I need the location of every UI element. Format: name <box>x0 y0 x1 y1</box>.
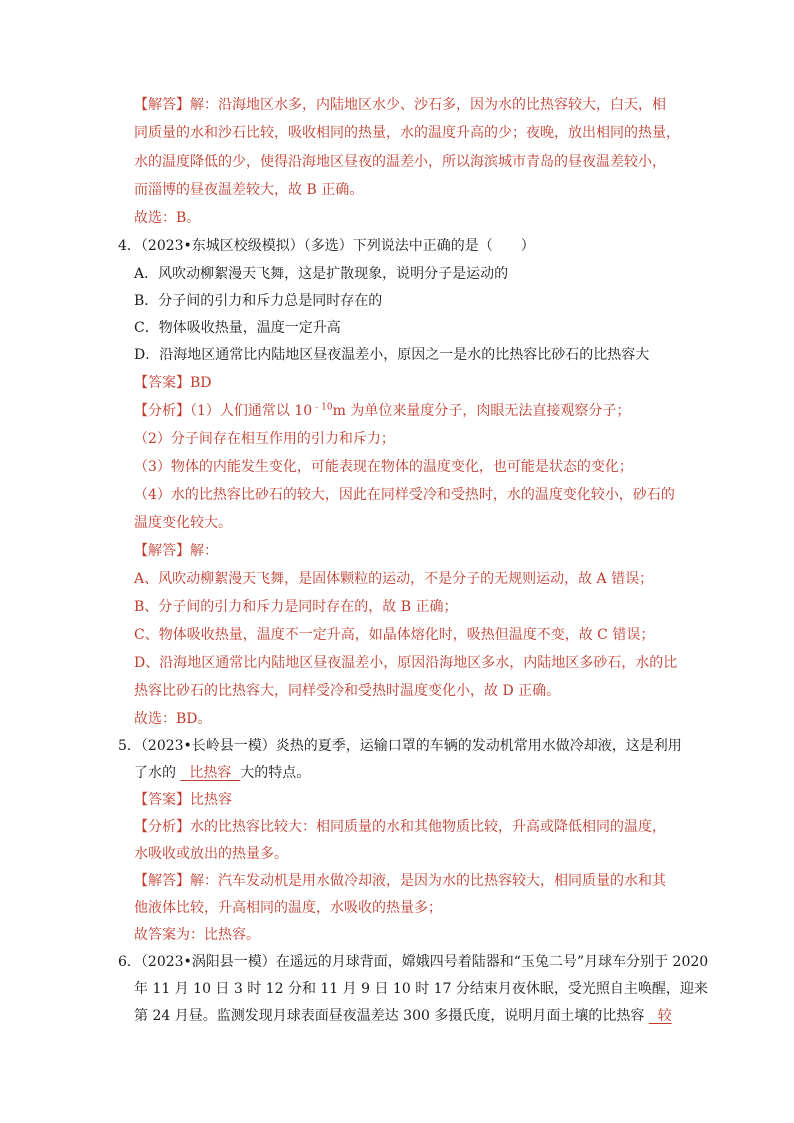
q5-solution-1 <box>134 872 666 890</box>
q4-analysis-1-pre: （1）人们通常以 10 <box>190 403 313 419</box>
q4-stem: 4．（2023•东城区校级模拟）（多选）下列说法中正确的是（ ） <box>118 238 535 254</box>
q5-analysis-2: 水吸收或放出的热量多。 <box>134 846 288 862</box>
q6-line-3 <box>134 1007 672 1025</box>
q4-analysis-1-post: m 为单位来量度分子，肉眼无法直接观察分子； <box>332 403 631 419</box>
q4-option-d: D．沿海地区通常比内陆地区昼夜温差小，原因之一是水的比热容比砂石的比热容大 <box>134 347 650 363</box>
q5-stem-2 <box>134 764 310 782</box>
q5-solution-1-text: 解：汽车发动机是用水做冷却液，是因为水的比热容较大，相同质量的水和其 <box>190 873 666 889</box>
q5-analysis-1 <box>134 818 666 836</box>
q4-analysis-tag: 【分析】 <box>134 403 190 419</box>
prev-solution-line-3: 水的温度降低的少，使得沿海地区昼夜的温差小，所以海滨城市青岛的昼夜温差较小， <box>134 154 666 170</box>
q4-solution-b: B、分子间的引力和斥力是同时存在的，故 B 正确； <box>134 599 458 615</box>
q4-answer <box>134 374 212 392</box>
q6-blank: 较 <box>648 1008 672 1024</box>
prev-solution-line-4: 而淄博的昼夜温差较大，故 B 正确。 <box>134 182 364 198</box>
q6-line-2: 年 11 月 10 日 3 时 12 分和 11 月 9 日 10 时 17 分结束月夜休眠，受光照自主唤醒，迎来 <box>134 981 708 997</box>
q4-solution-a: A、风吹动柳絮漫天飞舞，是固体颗粒的运动，不是分子的无规则运动，故 A 错误； <box>134 571 654 587</box>
q4-analysis-1 <box>134 402 630 420</box>
q4-choice: 故选：BD。 <box>134 711 212 727</box>
q4-option-a: A．风吹动柳絮漫天飞舞，这是扩散现象，说明分子是运动的 <box>134 266 509 282</box>
prev-solution-text: 解：沿海地区水多，内陆地区水少、沙石多，因为水的比热容较大，白天，相 <box>190 97 666 113</box>
q4-solution-c: C、物体吸收热量，温度不一定升高，如晶体熔化时，吸热但温度不变，故 C 错误； <box>134 627 655 643</box>
q6-line-3-pre: 第 24 月昼。监测发现月球表面昼夜温差达 300 多摄氏度，说明月面土壤的比热容 <box>134 1008 649 1024</box>
q5-blank: 比热容 <box>180 765 241 781</box>
q5-answer <box>134 791 232 809</box>
q4-analysis-4a: （4）水的比热容比砂石的较大，因此在同样受冷和受热时，水的温度变化较小，砂石的 <box>134 487 675 503</box>
q5-stem-2-pre: 了水的 <box>134 765 181 781</box>
q5-solution-2: 他液体比较，升高相同的温度，水吸收的热量多； <box>134 900 442 916</box>
q4-solution-head-text: 解： <box>190 543 218 559</box>
q5-solution-tag: 【解答】 <box>134 873 190 889</box>
q4-answer-value: BD <box>190 375 212 391</box>
q4-answer-tag: 【答案】 <box>134 375 190 391</box>
q5-stem-2-post: 大的特点。 <box>240 765 311 781</box>
q5-analysis-1-text: 水的比热容比较大：相同质量的水和其他物质比较，升高或降低相同的温度， <box>190 819 666 835</box>
q4-solution-head <box>134 542 218 560</box>
q4-analysis-2: （2）分子间存在相互作用的引力和斥力； <box>134 431 395 447</box>
q5-stem-1: 5．（2023•长岭县一模）炎热的夏季，运输口罩的车辆的发动机常用水做冷却液，这是利用 <box>118 738 682 754</box>
q4-option-b: B．分子间的引力和斥力总是同时存在的 <box>134 293 383 309</box>
prev-choice: 故选：B。 <box>134 210 201 226</box>
prev-solution-line-1 <box>134 96 666 114</box>
q5-answer-value: 比热容 <box>190 792 232 808</box>
prev-solution-tag: 【解答】 <box>134 97 190 113</box>
q4-analysis-4b: 温度变化较大。 <box>134 515 232 531</box>
q5-answer-tag: 【答案】 <box>134 792 190 808</box>
q4-analysis-1-exponent: ﹣10 <box>312 402 333 413</box>
prev-solution-line-2: 同质量的水和沙石比较，吸收相同的热量，水的温度升高的少；夜晚，放出相同的热量， <box>134 125 680 141</box>
q6-line-1: 6．（2023•涡阳县一模）在遥远的月球背面，嫦娥四号着陆器和“玉兔二号”月球车分别于 2020 <box>118 954 709 970</box>
q4-analysis-3: （3）物体的内能发生变化，可能表现在物体的温度变化，也可能是状态的变化； <box>134 459 633 475</box>
q5-analysis-tag: 【分析】 <box>134 819 190 835</box>
q4-solution-d2: 热容比砂石的比热容大，同样受冷和受热时温度变化小，故 D 正确。 <box>134 683 561 699</box>
q5-choice: 故答案为：比热容。 <box>134 927 260 943</box>
q4-solution-d1: D、沿海地区通常比内陆地区昼夜温差小，原因沿海地区多水，内陆地区多砂石，水的比 <box>134 655 678 671</box>
q4-solution-tag: 【解答】 <box>134 543 190 559</box>
q4-option-c: C．物体吸收热量，温度一定升高 <box>134 320 341 336</box>
